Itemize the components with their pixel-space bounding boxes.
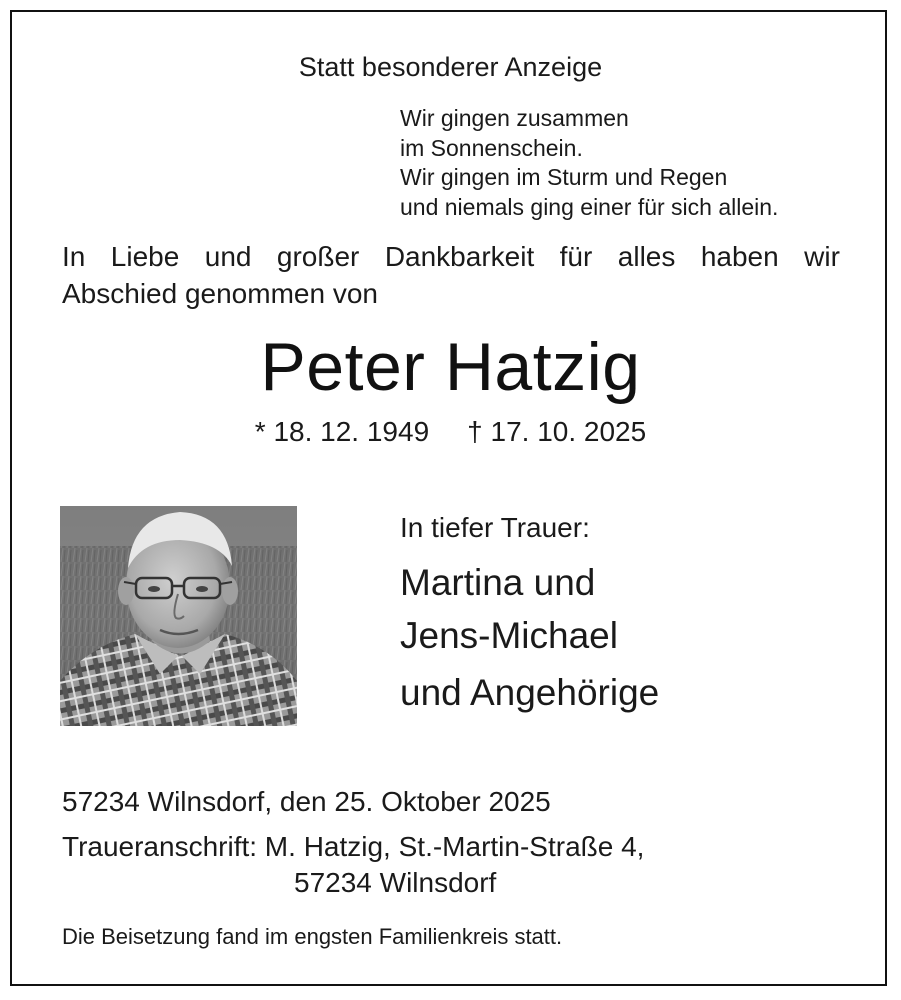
intro-line-1 bbox=[62, 238, 840, 275]
intro-word: großer bbox=[276, 241, 360, 272]
portrait-photo bbox=[60, 506, 297, 726]
notice-header: Statt besonderer Anzeige bbox=[298, 52, 603, 82]
deceased-name: Peter Hatzig bbox=[260, 329, 641, 405]
mourning-intro: In tiefer Trauer: bbox=[400, 512, 590, 543]
poem bbox=[400, 104, 778, 222]
intro-word: und bbox=[204, 241, 252, 272]
mourning-address-city: 57234 Wilnsdorf bbox=[294, 867, 497, 898]
poem-line: Wir gingen im Sturm und Regen bbox=[400, 164, 728, 190]
intro-text bbox=[62, 238, 840, 312]
intro-line-2: Abschied genommen von bbox=[62, 278, 378, 309]
life-dates bbox=[0, 416, 901, 448]
place-and-date: 57234 Wilnsdorf, den 25. Oktober 2025 bbox=[62, 786, 551, 817]
intro-word: Liebe bbox=[110, 241, 180, 272]
intro-word: alles bbox=[617, 241, 676, 272]
poem-line: im Sonnenschein. bbox=[400, 134, 583, 161]
mourner-line: Jens-Michael bbox=[400, 615, 618, 656]
mourner-line: und Angehörige bbox=[400, 672, 660, 713]
intro-word: für bbox=[559, 241, 593, 272]
intro-word: haben bbox=[700, 241, 779, 272]
intro-word: wir bbox=[804, 241, 840, 272]
mourner-line: Martina und bbox=[400, 562, 596, 603]
intro-word: Dankbarkeit bbox=[384, 241, 535, 272]
poem-line: und niemals ging einer für sich allein. bbox=[400, 193, 779, 220]
birth-date: * 18. 12. 1949 bbox=[254, 416, 430, 447]
mourning-address: Traueranschrift: M. Hatzig, St.-Martin-Straße 4, bbox=[62, 831, 645, 862]
intro-word: In bbox=[62, 241, 86, 272]
poem-line: Wir gingen zusammen bbox=[400, 105, 629, 131]
death-date: † 17. 10. 2025 bbox=[467, 416, 647, 447]
burial-note: Die Beisetzung fand im engsten Familienkreis statt. bbox=[62, 924, 563, 949]
